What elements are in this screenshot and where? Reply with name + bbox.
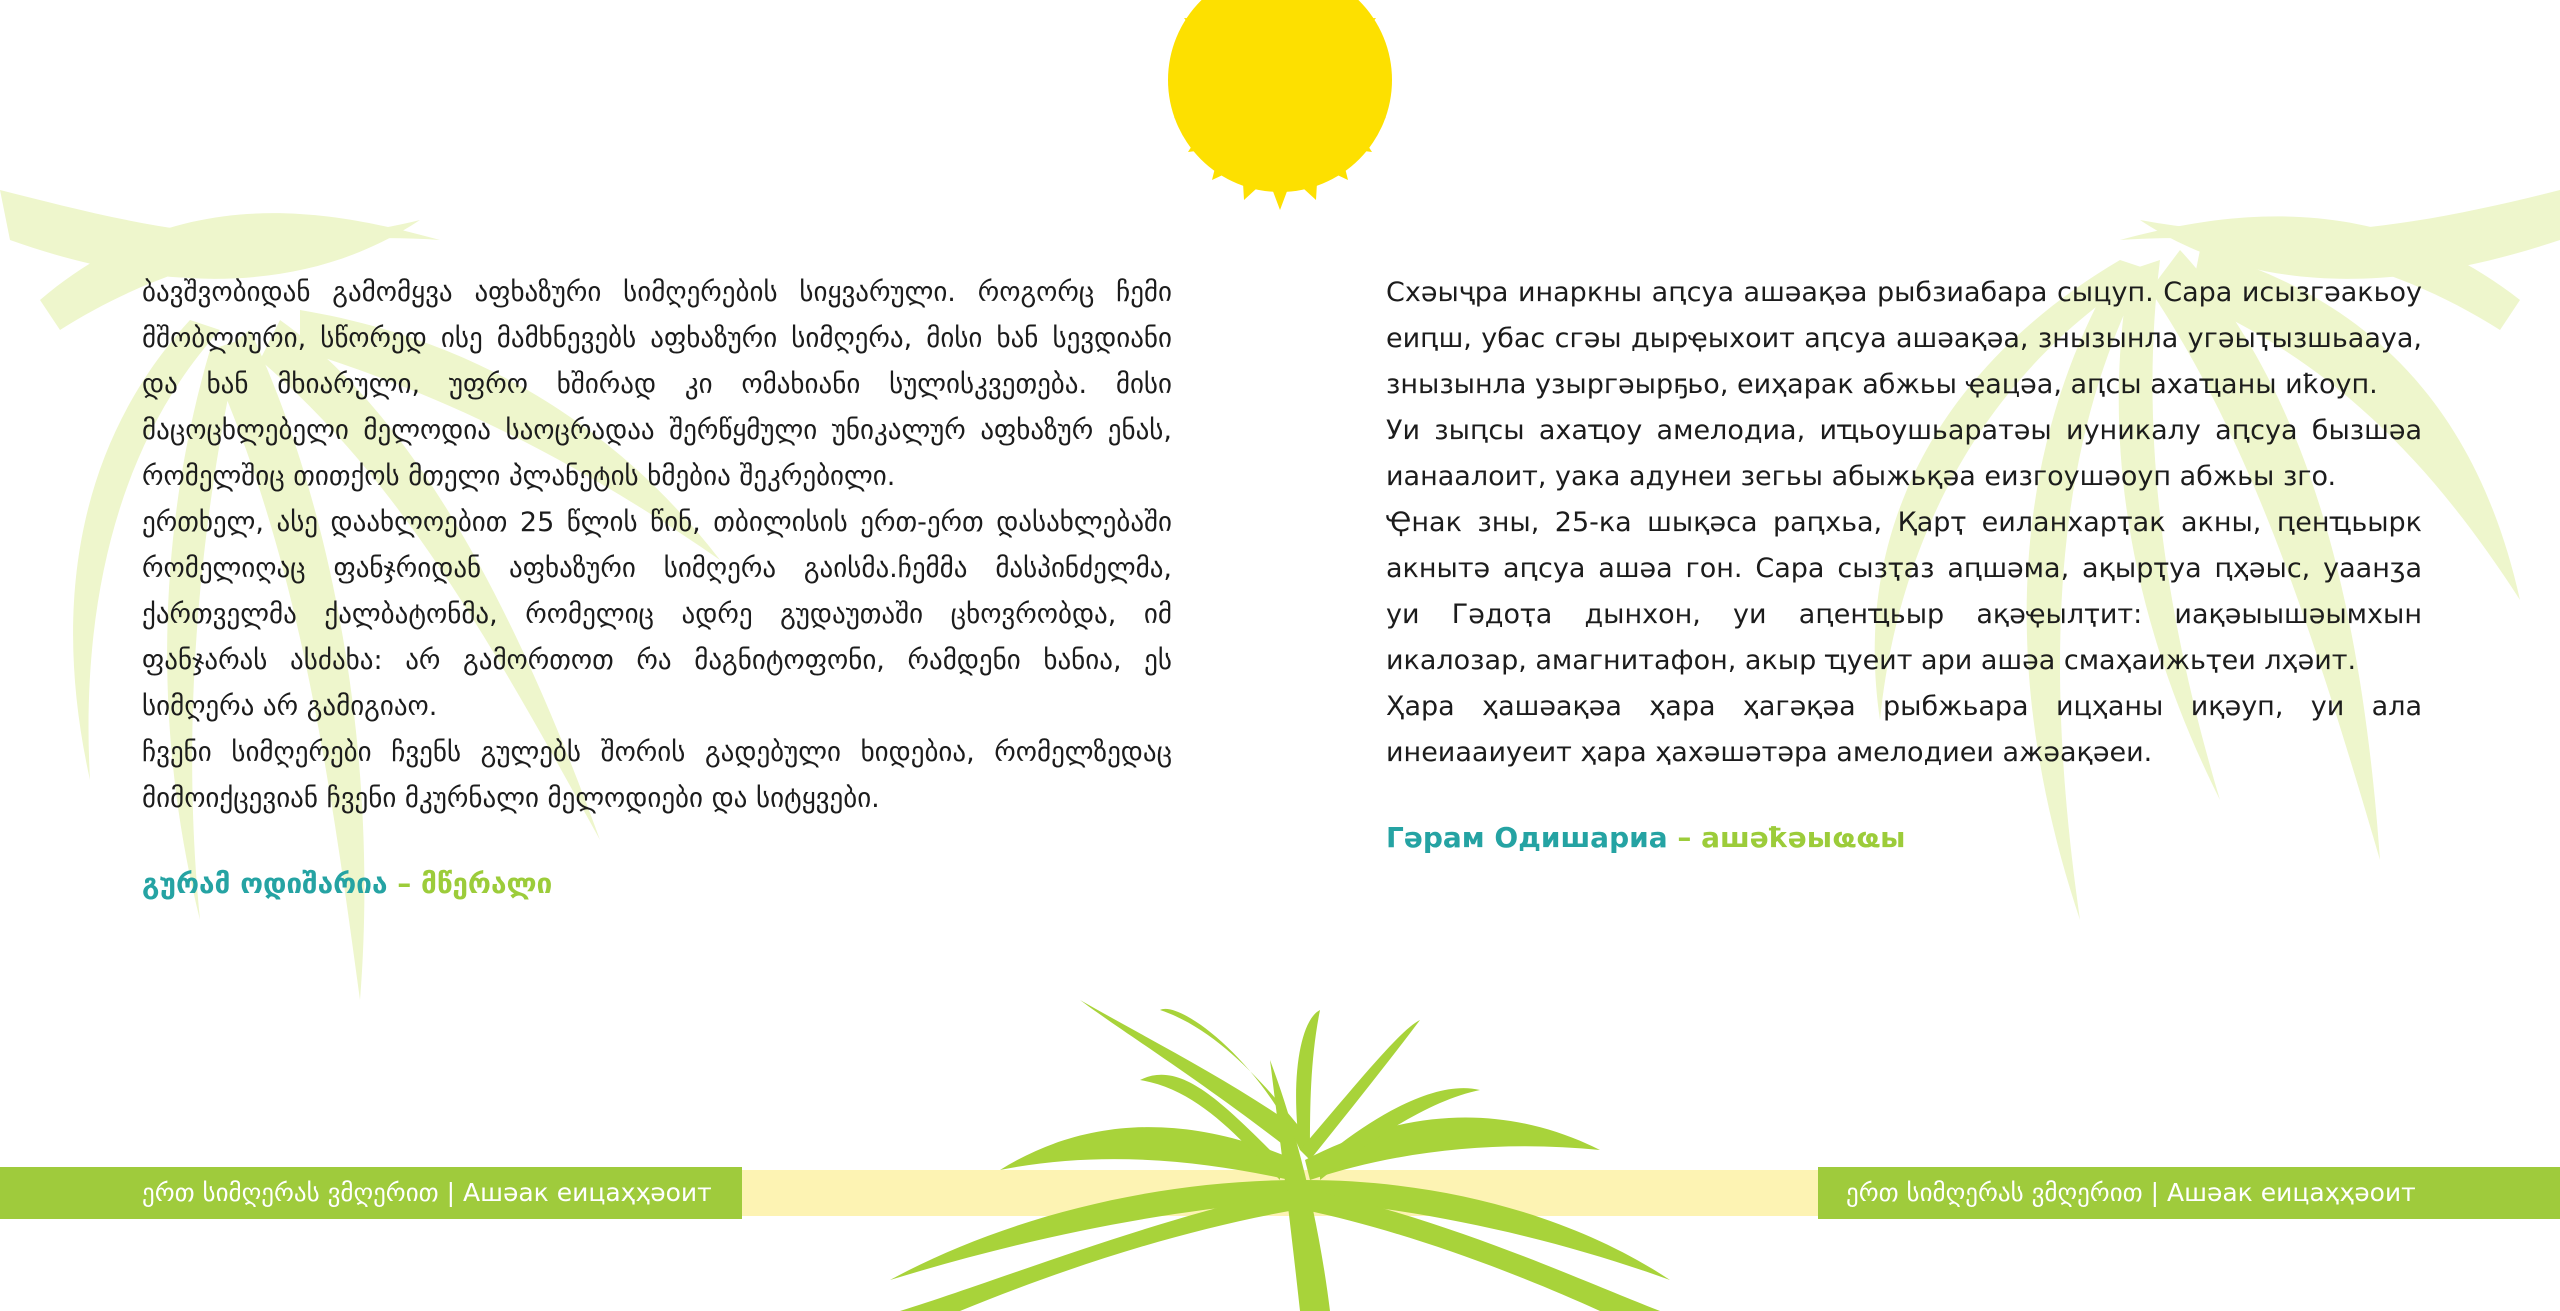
- paragraph: ჩვენი სიმღერები ჩვენს გულებს შორის გადებული ხიდებია, რომელზედაც მიმოიქცევიან ჩვენი მკურნალი მელოდიები და სიტყვები.: [142, 737, 1172, 814]
- signature-role: – მწერალი: [397, 867, 553, 900]
- palm-tree-icon: [890, 1000, 1670, 1311]
- paragraph: Ҳара ҳашәақәа ҳара ҳагәқәа рыбжьара ицҳаны иқәуп, уи ала инеиааиуеит ҳара ҳахәшәтәра амелодиеи ажәақәеи.: [1386, 691, 2422, 768]
- paragraph: ერთხელ, ასე დაახლოებით 25 წლის წინ, თბილისის ერთ-ერთ დასახლებაში რომელიღაც ფანჯრიდან აფხაზური სიმღერა გაისმა.ჩემმა მასპინძელმა, ქართველმა ქალბატონმა, რომელიც ადრე გუდაუთაში ცხოვრობდა, იმ ფანჯარას ასძახა: არ გამორთოთ რა მაგნიტოფონი, რამდენი ხანია, ეს სიმღერა არ გამიგიაო.: [142, 507, 1172, 722]
- footer-label-right: ერთ სიმღერას ვმღერით | Ашәак еицаҳҳәоит: [1818, 1167, 2560, 1219]
- signature: [142, 864, 1172, 904]
- signature: [1386, 818, 2422, 858]
- right-column-abkhaz: [1386, 270, 2422, 858]
- paragraph: Схәыҷра инаркны аԥсуа ашәақәа рыбзиабара сыцуп. Сара исызгәакьоу еиԥш, убас сгәы дырҿыхоит аԥсуа ашәақәа, знызынла угәыҭызшьаауа, знызынла узыргәырҕьо, еиҳарак абжьы ҿацәа, аԥсы ахаҵаны иҟоуп.: [1386, 277, 2422, 400]
- left-column-georgian: [142, 270, 1172, 904]
- signature-role: – ашәҟәыҩҩы: [1677, 821, 1906, 854]
- footer-label-left: ერთ სიმღერას ვმღერით | Ашәак еицаҳҳәоит: [0, 1167, 742, 1219]
- signature-name: გურამ ოდიშარია: [142, 867, 388, 900]
- paragraph: Ҿнак зны, 25-ка шықәса раԥхьа, Қарҭ еиланхарҭак акны, ԥенҵьырк акнытә аԥсуа ашәа гон. Сара сызҭаз аԥшәма, ақырҭуа ԥҳәыс, уаанӡа уи Гәдоҭа дынхон, уи аԥенҵьыр ақәҿылҭит: иақәыышәымхын икалозар, амагнитафон, акыр ҵуеит ари ашәа смаҳаижьҭеи лҳәит.: [1386, 507, 2422, 676]
- paragraph: Уи зыԥсы ахаҵоу амелодиа, иҵьоушьаратәы иуникалу аԥсуа бызшәа ианаалоит, уака адунеи зегьы абыжьқәа еизгоушәоуп абжьы згo.: [1386, 415, 2422, 492]
- paragraph: ბავშვობიდან გამომყვა აფხაზური სიმღერების სიყვარული. როგორც ჩემი მშობლიური, სწორედ ისე მამხნევებს აფხაზური სიმღერა, მისი ხან სევდიანი და ხან მხიარული, უფრო ხშირად კი ომახიანი სულისკვეთება. მისი მაცოცხლებელი მელოდია საოცრადაა შერწყმული უნიკალურ აფხაზურ ენას, რომელშიც თითქოს მთელი პლანეტის ხმებია შეკრებილი.: [142, 277, 1172, 492]
- signature-name: Гәрам Одишариа: [1386, 821, 1668, 854]
